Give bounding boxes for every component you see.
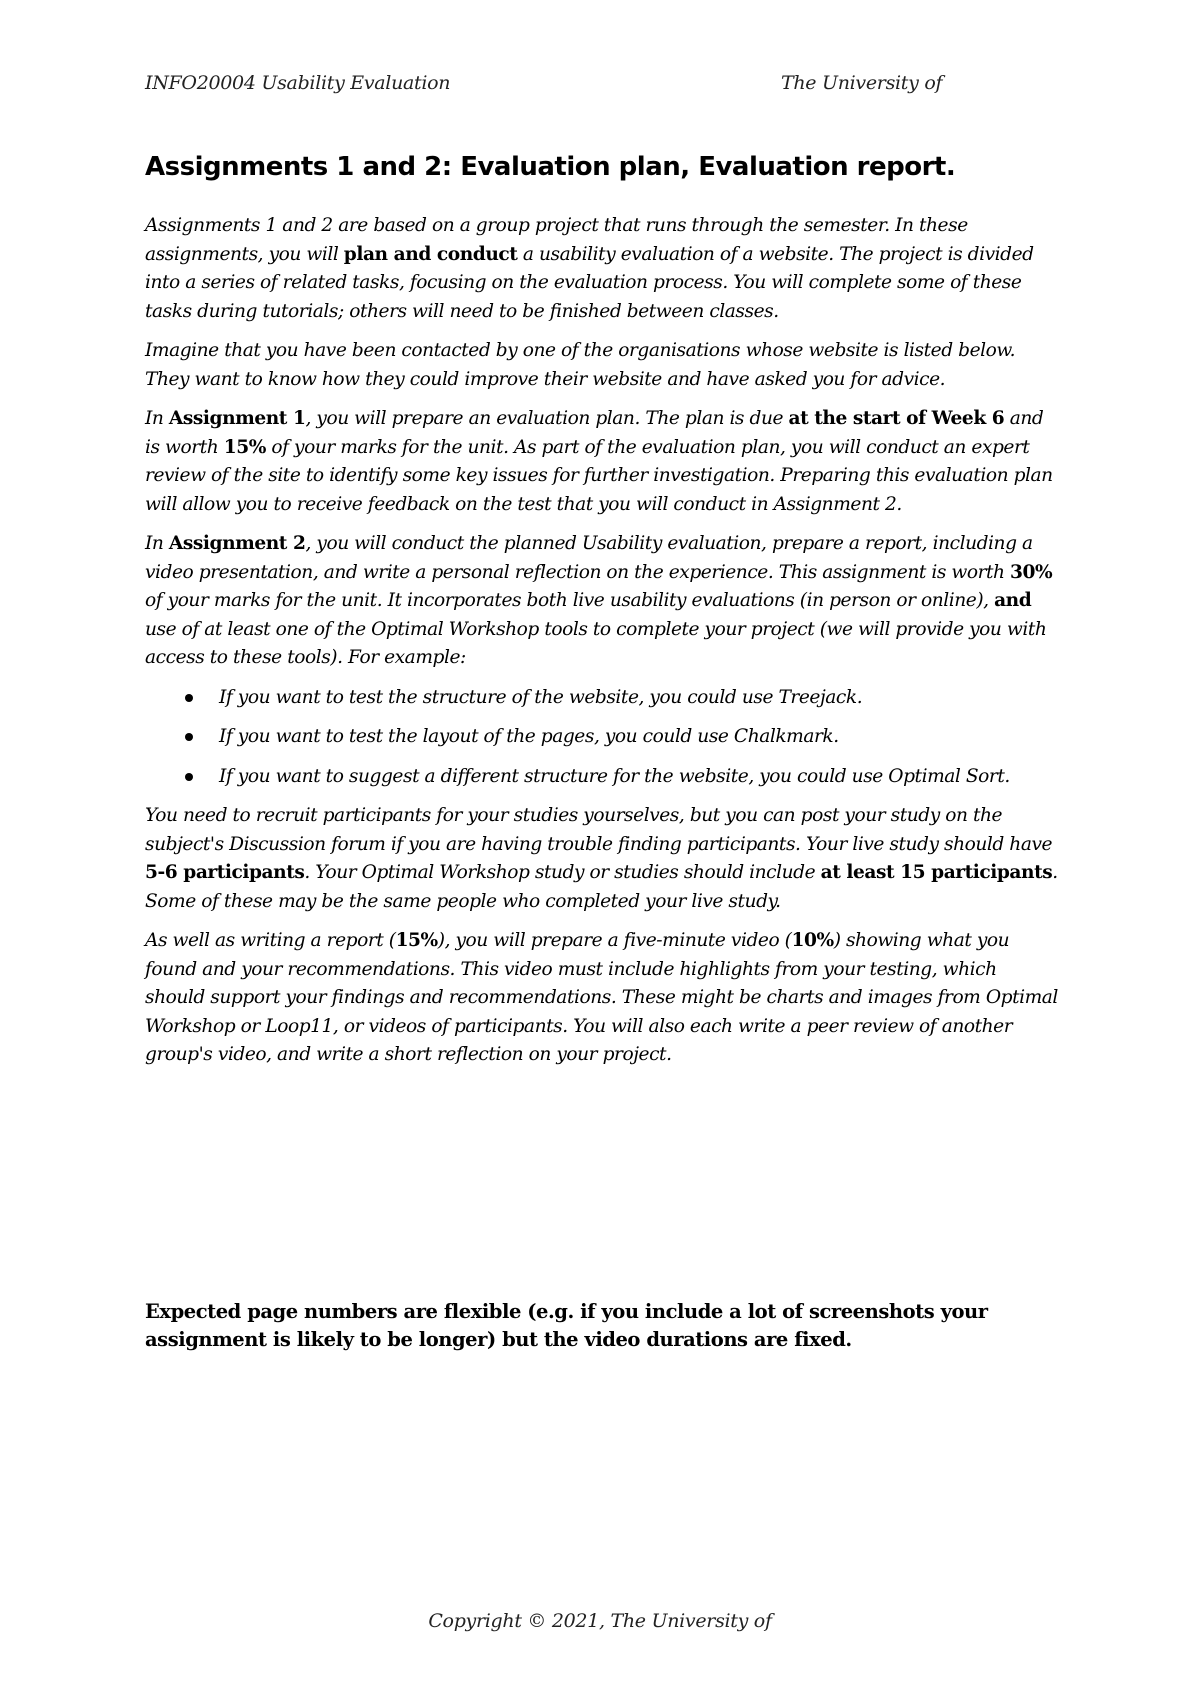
tools-bullet-list bbox=[145, 684, 1060, 792]
paragraph-assignment-1: In Assignment 1, you will prepare an evaluation plan. The plan is due at the start of Week 6 and is worth 15% of your marks for the unit. As part of the evaluation plan, you will conduct an expert review of the site to identify some key issues for further investigation. Preparing this evaluation plan will allow you to receive feedback on the test that you will conduct in Assignment 2. bbox=[145, 408, 1053, 515]
bullet-icon bbox=[185, 773, 193, 781]
bullet-icon bbox=[185, 733, 193, 741]
page-numbers-note: Expected page numbers are flexible (e.g. if you include a lot of screenshots your assignment is likely to be longer) but the video durations are fixed. bbox=[145, 1300, 988, 1351]
document-body bbox=[145, 212, 1060, 1081]
copyright-footer: Copyright © 2021, The University of bbox=[428, 1610, 772, 1632]
paragraph-report-video: As well as writing a report (15%), you will prepare a five-minute video (10%) showing what you found and your recommendations. This video must include highlights from your testing, which should support your findings and recommendations. These might be charts and images from Optimal Workshop or Loop11, or videos of participants. You will also each write a peer review of another group's video, and write a short reflection on your project. bbox=[145, 930, 1058, 1065]
paragraph-intro: Assignments 1 and 2 are based on a group project that runs through the semester. In these assignments, you will plan and conduct a usability evaluation of a website. The project is divided into a series of related tasks, focusing on the evaluation process. You will complete some of these tasks during tutorials; others will need to be finished between classes. bbox=[145, 215, 1034, 322]
list-item: If you want to test the layout of the pages, you could use Chalkmark. bbox=[145, 723, 1060, 752]
header-university: The University of bbox=[781, 72, 943, 94]
page-title: Assignments 1 and 2: Evaluation plan, Evaluation report. bbox=[145, 152, 956, 182]
list-item: If you want to suggest a different structure for the website, you could use Optimal Sort. bbox=[145, 763, 1060, 792]
paragraph-scenario: Imagine that you have been contacted by one of the organisations whose website is listed below. They want to know how they could improve their website and have asked you for advice. bbox=[145, 340, 1016, 390]
list-item: If you want to test the structure of the website, you could use Treejack. bbox=[145, 684, 1060, 713]
paragraph-participants: You need to recruit participants for your studies yourselves, but you can post your study on the subject's Discussion forum if you are having trouble finding participants. Your live study should have 5-6 participants. Your Optimal Workshop study or studies should include at least 15 participants. Some of these may be the same people who completed your live study. bbox=[145, 805, 1058, 912]
header-course: INFO20004 Usability Evaluation bbox=[145, 72, 451, 94]
paragraph-assignment-2: In Assignment 2, you will conduct the planned Usability evaluation, prepare a report, including a video presentation, and write a personal reflection on the experience. This assignment is worth 30% of your marks for the unit. It incorporates both live usability evaluations (in person or online), and use of at least one of the Optimal Workshop tools to complete your project (we will provide you with access to these tools). For example: bbox=[145, 533, 1053, 668]
bullet-icon bbox=[185, 694, 193, 702]
